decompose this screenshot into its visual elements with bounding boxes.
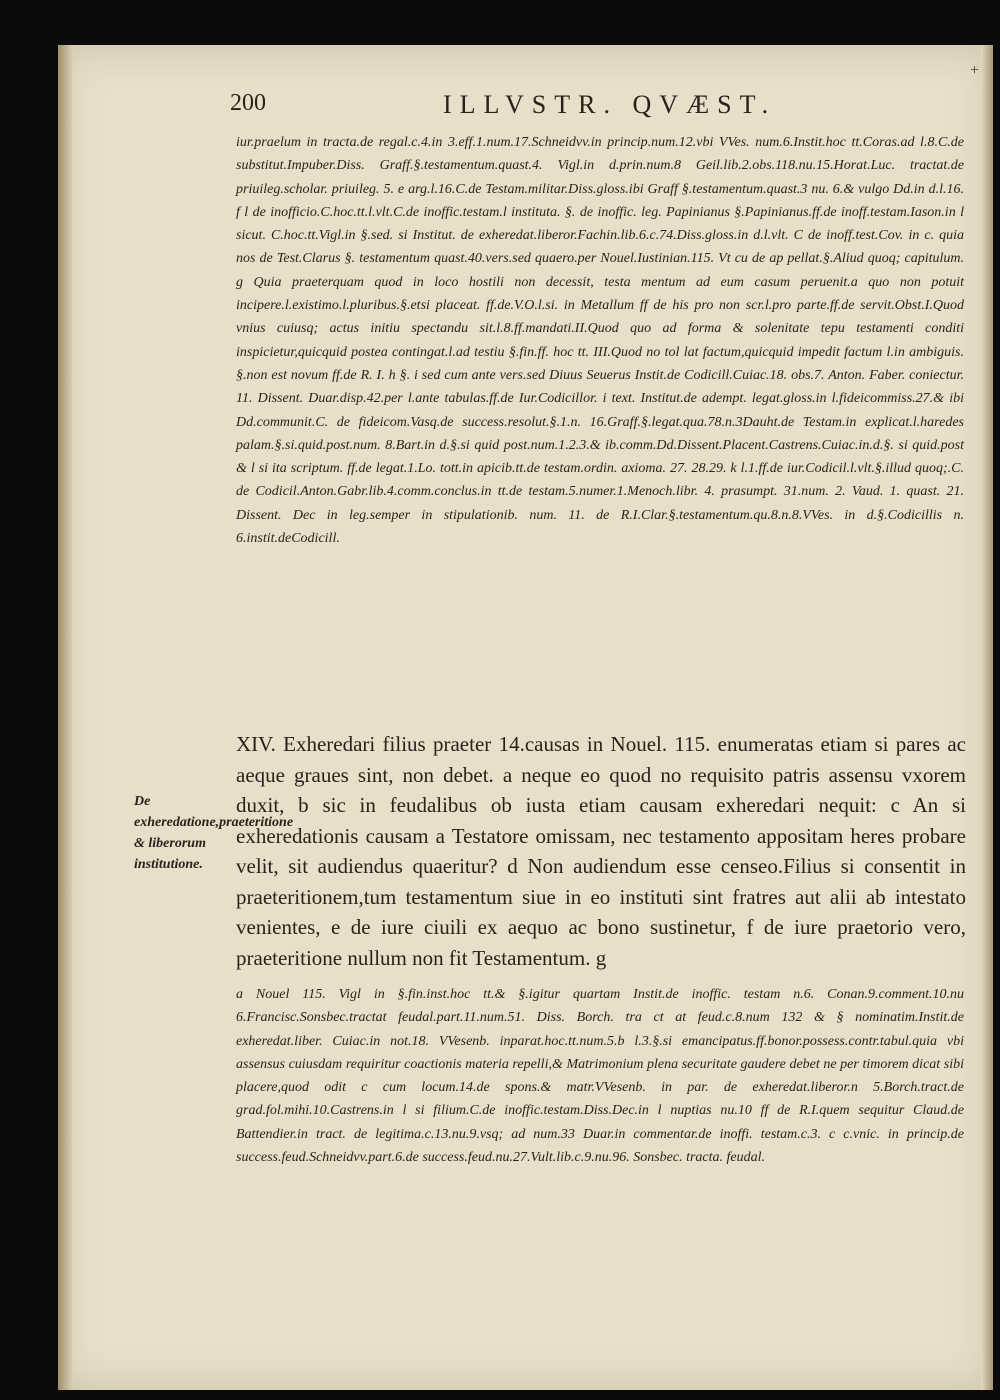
footnotes-top: iur.praelum in tracta.de regal.c.4.in 3.eff.1.num.17.Schneidvv.in princip.num.12.vbi VVes. num.6.Instit.hoc tt.Coras.ad l.8.C.de substitut.Impuber.Diss. Graff.§.testamentum.quast.4. Vigl.in d.prin.num.8 Geil.lib.2.obs.118.nu.15.Horat.Luc. tractat.de priuileg.scholar. priuileg. 5. e arg.l.16.C.de Testam.militar.Diss.gloss.ibi Graff §.testamentum.quast.3 nu. 6.& vulgo Dd.in d.l.16. f l de inofficio.C.hoc.tt.l.vlt.C.de inoffic.testam.l instituta. §. de inoffic. leg. Papinianus §.Papinianus.ff.de inoff.testam.Iason.in l sicut. C.hoc.tt.Vigl.in §.sed. si Institut. de exheredat.liberor.Fachin.lib.6.c.74.Diss.gloss.in d.l.vlt. C de inoff.test.Cov. in c. quia nos de Test.Clarus §. testamentum quast.40.vers.sed quaero.per Nouel.Iustinian.115. Vt cu de ap pellat.§.Aliud quoq; capitulum. g Quia praeterquam quod in loco hostili non decessit, testa mentum ad eum casum peruenit.a quo non potuit incipere.l.existimo.l.pluribus.§.etsi placeat. ff.de.V.O.l.si. in Metallum ff de his pro non scr.l.pro parte.ff.de servit.Obst.I.Quod vnius cuiusq; actus initiu spectandu sit.l.8.ff.mandati.II.Quod quo ad forma & solenitate tepu testamenti conditi inspicietur,quicquid postea contingat.l.ad testiu §.fin.ff. hoc tt. III.Quod no tol lat factum,quicquid impedit factum l.in ambiguis. §.non est novum ff.de R. I. h §. i sed cum ante vers.sed Diuus Seuerus Instit.de Codicill.Cuiac.18. obs.7. Anton. Faber. coniectur. 11. Dissent. Duar.disp.42.per l.ante tabulas.ff.de Iur.Codicillor. i text. Institut.de adempt. legat.gloss.in l.fideicommiss.27.& ibi Dd.communit.C. de fideicom.Vasq.de success.resolut.§.1.n. 16.Graff.§.legat.qua.78.n.3Dauht.de Testam.in explicat.l.haredes palam.§.si.quid.post.num. 8.Bart.in d.§.si quid post.num.1.2.3.& ib.comm.Dd.Dissent.Placent.Castrens.Cuiac.in.d.§. si quid.post & l si ita scriptum. ff.de legat.1.Lo. tott.in apicib.tt.de testam.ordin. axioma. 27. 28.29. k l.1.ff.de iur.Codicil.l.vlt.§.illud quoq;.C. de Codicil.Anton.Gabr.lib.4.comm.conclus.in tt.de testam.5.numer.1.Menoch.libr. 4. prasumpt. 31.num. 2. Vaud. 1. quast. 21. Dissent. Dec in leg.semper in stipulationib. num. 11. de R.I.Clar.§.testamentum.qu.8.n.8.VVes. in d.§.Codicillis n. 6.instit.deCodicill.: [236, 135, 964, 547]
corner-mark: +: [969, 62, 979, 79]
main-paragraph: XIV. Exheredari filius praeter 14.causas in Nouel. 115. enumeratas etiam si pares ac aeque graues sint, non debet. a neque eo quod no requisito patris assensu vxorem duxit, b sic in feudalibus ob iusta etiam causam exheredari nequit: c An si exheredationis causam a Testatore omissam, nec testamento appositam heres probare velit, sit audiendus quaeritur? d Non audiendum esse censeo.Filius si consentit in praeteritionem,tum testamentum siue in eo instituti sint fratres aut alii ab intestato venientes, e de iure ciuili ex aequo ac bono sustinetur, f de iure praetorio vero, praeteritione nullum non fit Testamentum. g: [236, 732, 966, 970]
footnotes-bottom: a Nouel 115. Vigl in §.fin.inst.hoc tt.& §.igitur quartam Instit.de inoffic. testam n.6. Conan.9.comment.10.nu 6.Francisc.Sonsbec.tractat feudal.part.11.num.51. Diss. Borch. tra ct at feud.c.8.num 132 & § nominatim.Instit.de exheredat.liber. Cuiac.in not.18. VVesenb. inparat.hoc.tt.num.5.b l.3.§.si emancipatus.ff.bonor.possess.contr.tabul.quia vbi assensus cuiusdam requiritur coactionis materia repelli,& Matrimonium plena securitate gaudere debet ne per timorem dicat sibi placere,quod odit c cum locum.14.de spons.& matr.VVesenb. in par. de exheredat.liberor.n 5.Borch.tract.de grad.fol.mihi.10.Castrens.in l si filium.C.de inoffic.testam.Diss.Dec.in l nuptias nu.10 ff de R.I.quem sequitur Claud.de Battendier.in tract. de legitima.c.13.nu.9.vsq; ad num.33 Duar.in commentar.de inoffi. testam.c.3. c c.vnic. in princip.de success.feud.Schneidvv.part.6.de success.feud.nu.27.Vult.lib.c.9.nu.96. Sonsbec. tracta. feudal.: [236, 987, 964, 1166]
page-edge-shadow: [981, 45, 993, 1390]
running-title: ILLVSTR. QVÆST.: [443, 90, 777, 119]
page-header: [58, 62, 993, 130]
book-page: [58, 45, 993, 1390]
side-note: De exheredatione,praeteritione & liberorum institutione.: [134, 794, 294, 872]
page-spine-shadow: [58, 45, 72, 1390]
page-number: 200: [230, 90, 266, 116]
